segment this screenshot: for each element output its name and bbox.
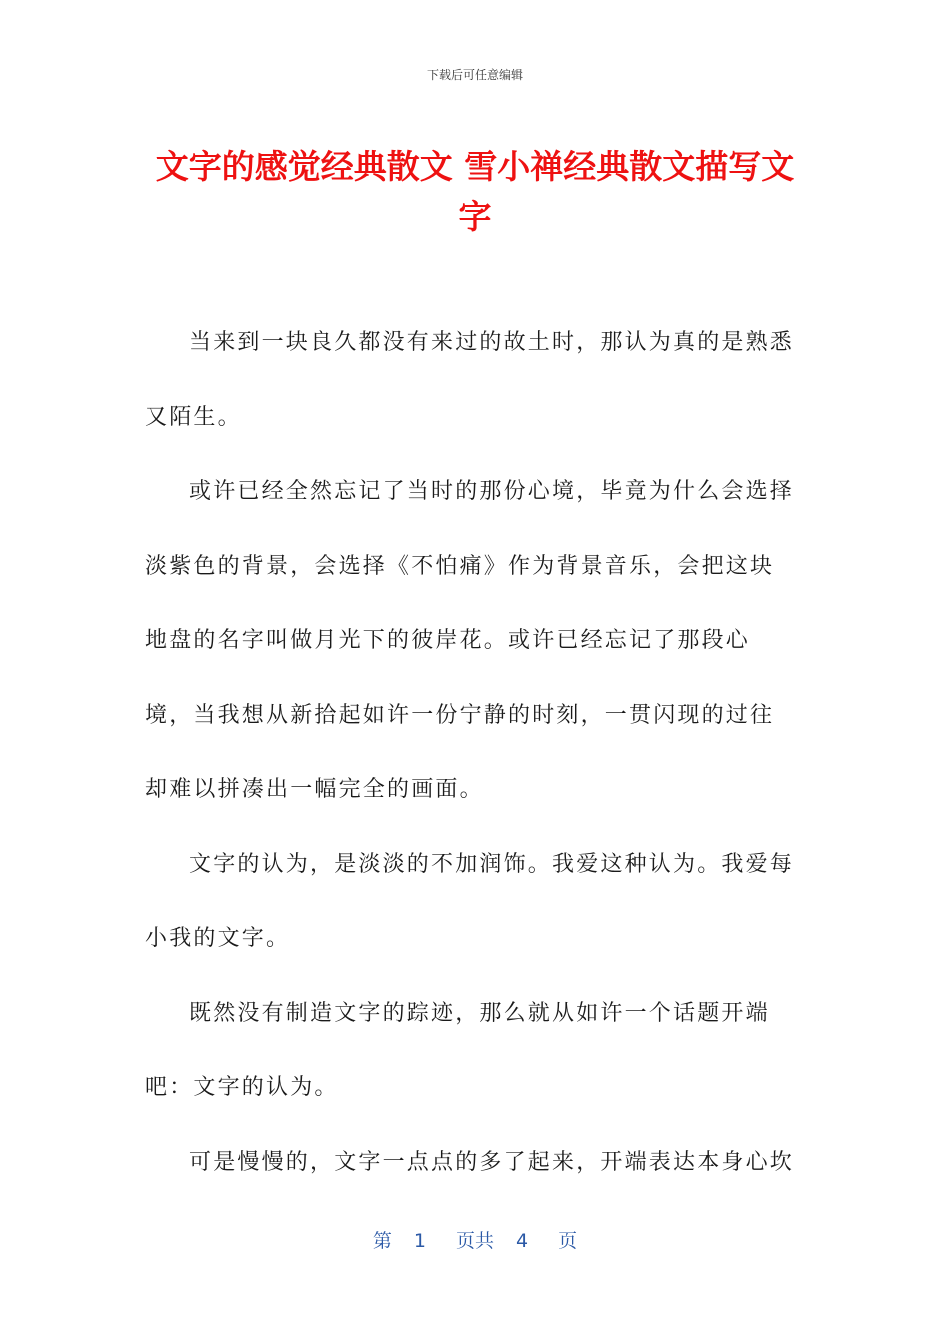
paragraph: 既然没有制造文字的踪迹，那么就从如许一个话题开端吧：文字的认为。 — [145, 1000, 770, 1100]
current-page-number: 1 — [413, 1230, 426, 1252]
page-label-prefix: 第 — [372, 1230, 392, 1252]
paragraph: 或许已经全然忘记了当时的那份心境，毕竟为什么会选择淡紫色的背景，会选择《不怕痛》作为背景音乐，会把这块地盘的名字叫做月光下的彼岸花。或许已经忘记了那段心境，当我想从新拾起如许一份宁静的时刻，一贯闪现的过往却难以拼凑出一幅完全的画面。 — [145, 479, 795, 802]
page-footer — [0, 1226, 950, 1253]
page-label-mid: 页共 — [455, 1230, 494, 1252]
page-header-note: 下载后可任意编辑 — [426, 68, 523, 82]
paragraph: 当来到一块良久都没有来过的故土时，那认为真的是熟悉又陌生。 — [145, 330, 795, 430]
paragraph: 文字的认为，是淡淡的不加润饰。我爱这种认为。我爱每小我的文字。 — [145, 851, 795, 951]
page-label-suffix: 页 — [558, 1230, 578, 1252]
document-title: 文字的感觉经典散文 雪小禅经典散文描写文字 — [155, 147, 795, 236]
document-body — [145, 306, 795, 1200]
paragraph: 可是慢慢的，文字一点点的多了起来，开端表达本身心坎 — [189, 1149, 795, 1175]
total-pages-number: 4 — [516, 1230, 529, 1252]
